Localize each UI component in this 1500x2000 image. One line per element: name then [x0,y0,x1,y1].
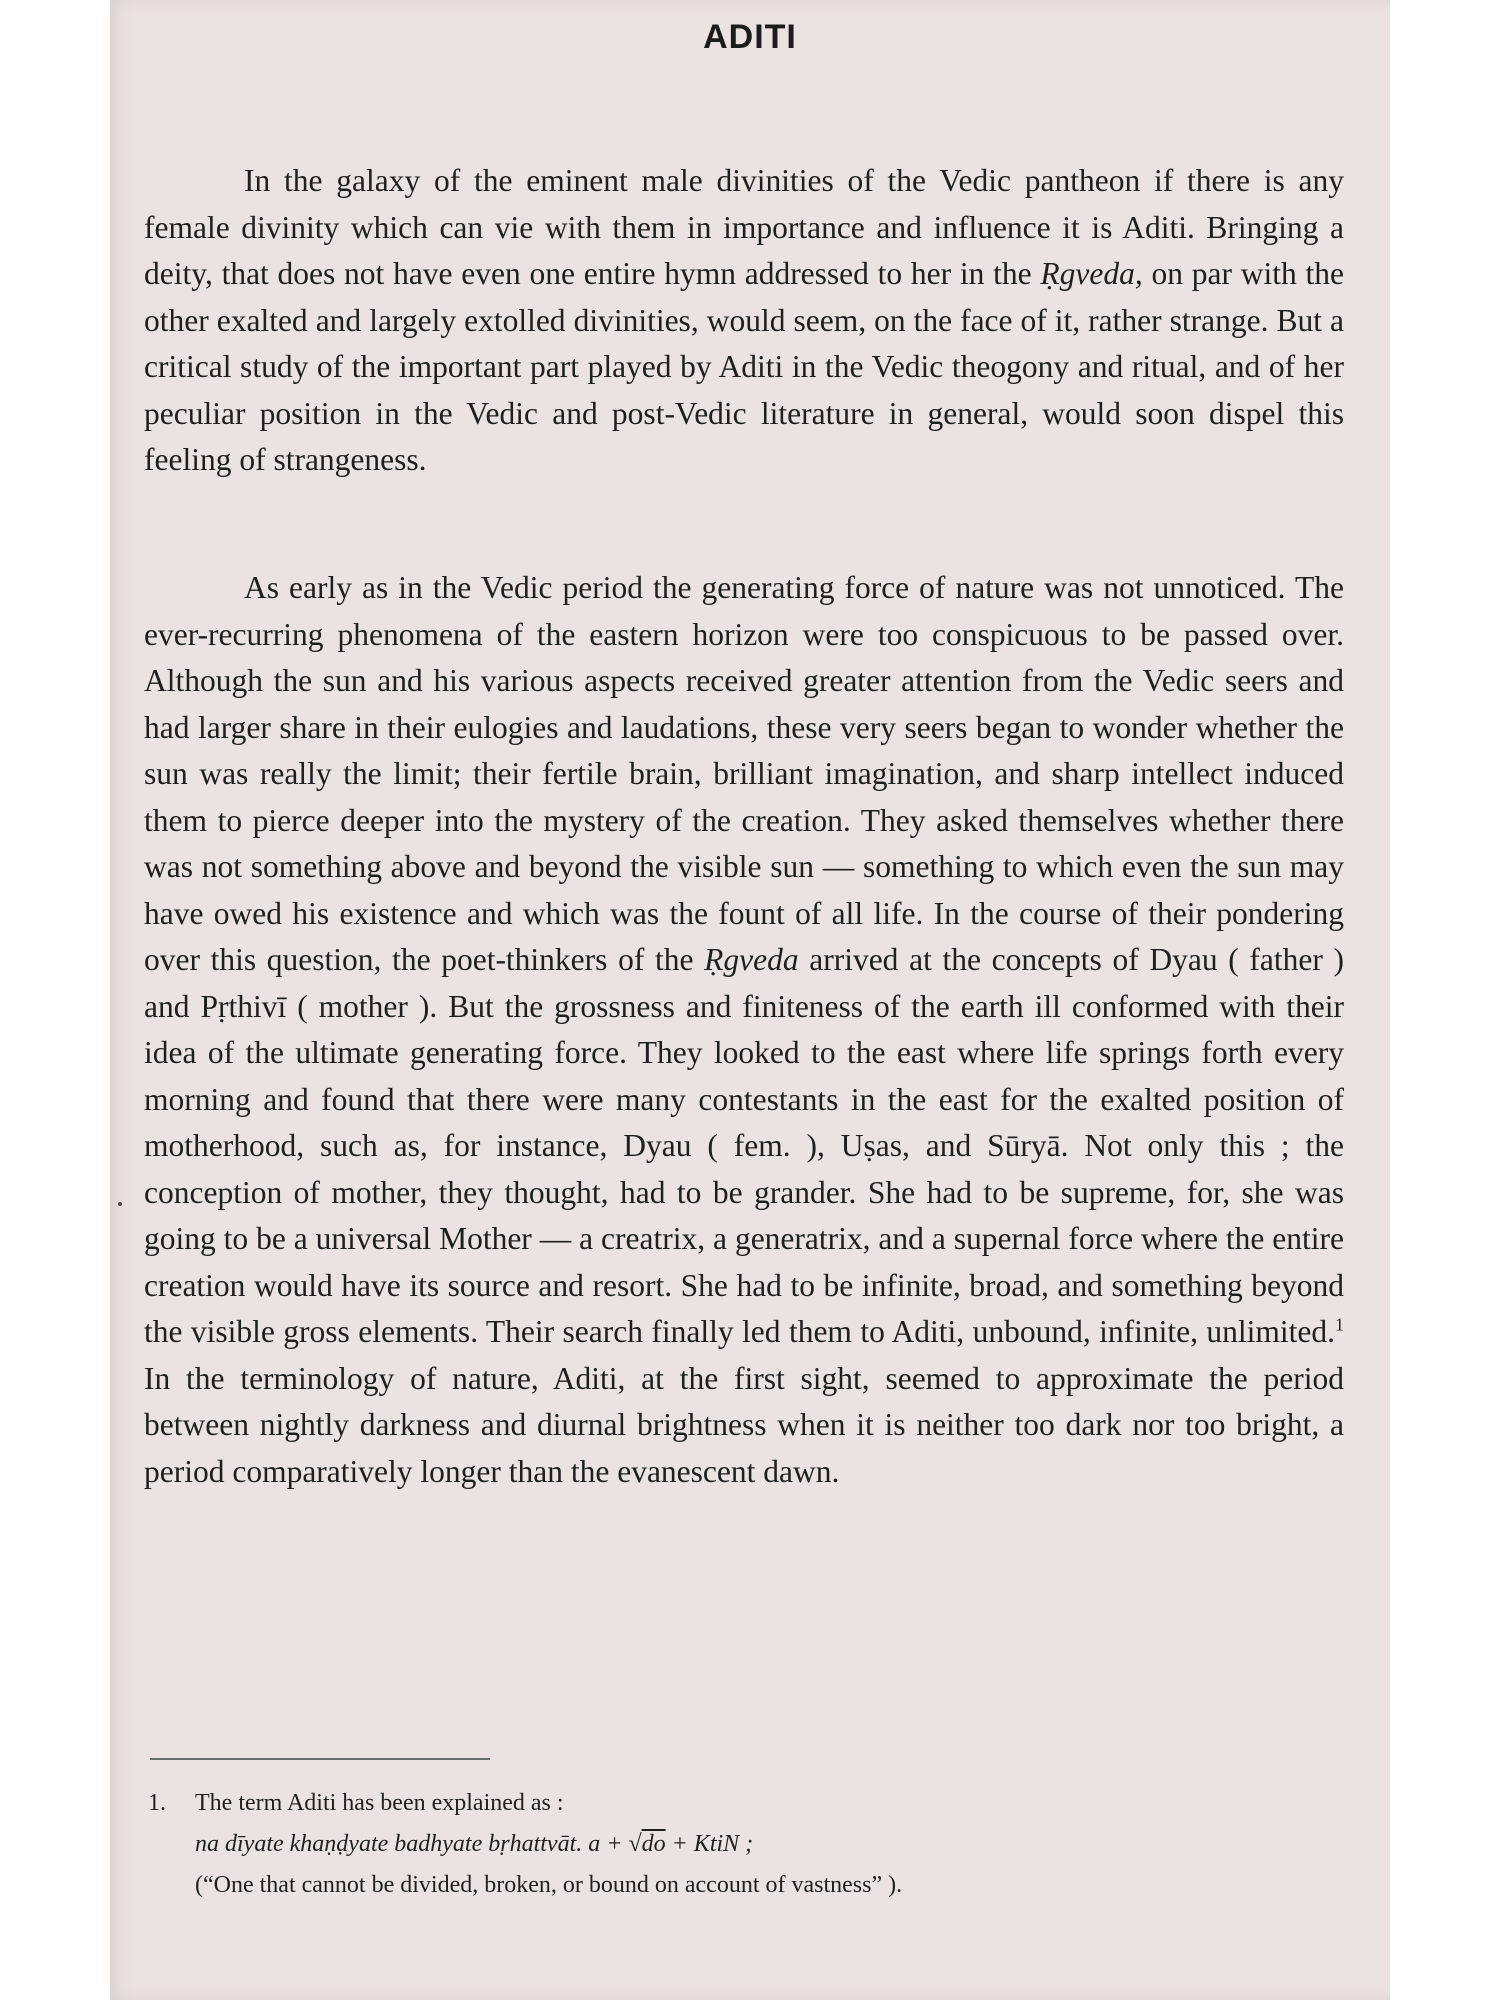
paragraph-2-text-c: In the terminology of nature, Aditi, at the first sight, seemed to approximate the period between nightly darkness and diurnal brightness when it is neither too dark nor too bright, a period comparatively longer than the evanescent dawn. [144,1360,1344,1489]
margin-dot [118,1202,122,1206]
footnote-line-3 [148,1865,1298,1906]
paragraph-1-text-a: In the galaxy of the eminent male divinities of the Vedic pantheon if there is any female divinity which can vie with them in importance and influence it is Aditi. Bringing a deity, that does not have even one entire hymn addressed to her in the [144,163,1344,291]
book-page [110,0,1390,2000]
footnote-number: 1. [148,1790,166,1816]
radical-sign: √ [628,1831,642,1857]
paragraph-2 [144,565,1344,1495]
rgveda-term: Ṛgveda, [1040,256,1143,291]
footnote-line-1 [148,1783,1298,1824]
footnote-marker: 1 [1335,1314,1344,1335]
footnote [148,1783,1298,1906]
rgveda-term: Ṛgveda [704,942,799,977]
etymology-formula: na dīyate khaṇḍyate badhyate bṛhattvāt. a + [195,1831,629,1857]
verbal-root: do [641,1831,666,1857]
paragraph-1-text-b: on par with the other exalted and largely extolled divinities, would seem, on the face of it, rather strange. But a critical study of the important part played by Aditi in the Vedic theogony and ritual, and of her peculiar position in the Vedic and post-Vedic literature in general, would soon dispel this feeling of strangeness. [144,256,1344,477]
footnote-line-2 [148,1824,1298,1865]
footnote-translation: (“One that cannot be divided, broken, or bound on account of vastness” ). [195,1872,903,1898]
paragraph-2-text-b: arrived at the concepts of Dyau ( father ) and Pṛthivī ( mother ). But the grossness and finiteness of the earth ill conformed with their idea of the ultimate generating force. They looked to the east where life springs forth every morning and found that there were many contestants in the east for the exalted position of motherhood, such as, for instance, Dyau ( fem. ), Uṣas, and Sūryā. Not only this ; the conception of mother, they thought, had to be grander. She had to be supreme, for, she was going to be a universal Mother — a creatrix, a generatrix, and a supernal force where the entire creation would have its source and resort. She had to be infinite, broad, and something beyond the visible gross elements. Their search finally led them to Aditi, unbound, infinite, unlimited. [144,942,1344,1349]
suffix-text: + KtiN ; [665,1831,754,1857]
footnote-intro: The term Aditi has been explained as : [195,1790,564,1816]
footnote-divider [150,1758,490,1760]
page-title: ADITI [703,18,797,56]
paragraph-2-text-a: As early as in the Vedic period the generating force of nature was not unnoticed. The ever-recurring phenomena of the eastern horizon were too conspicuous to be passed over. Although the sun and his various aspects received greater attention from the Vedic seers and had larger share in their eulogies and laudations, these very seers began to wonder whether the sun was really the limit; their fertile brain, brilliant imagination, and sharp intellect induced them to pierce deeper into the mystery of the creation. They asked themselves whether there was not something above and beyond the visible sun — something to which even the sun may have owed his existence and which was the fount of all life. In the course of their pondering over this question, the poet-thinkers of the [144,570,1344,977]
paragraph-1 [144,158,1344,484]
